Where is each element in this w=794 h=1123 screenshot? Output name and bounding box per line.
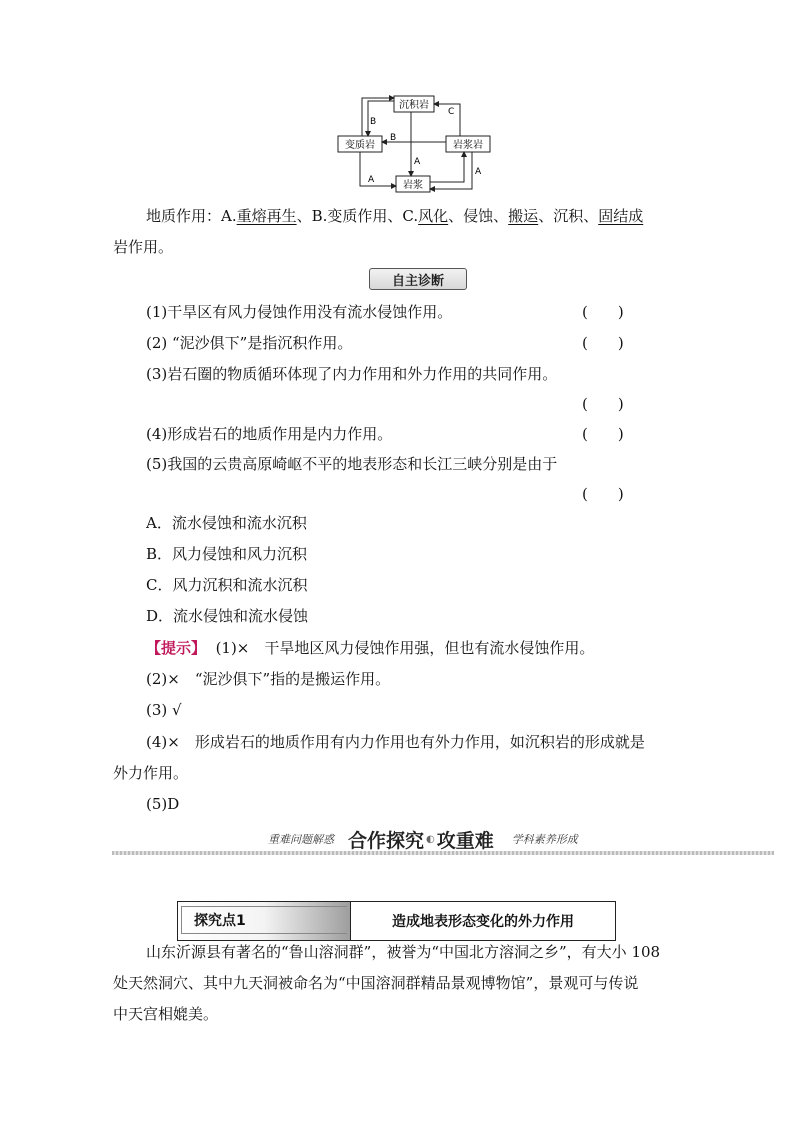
answer-bracket-5: ( ): [582, 485, 624, 503]
answer-bracket-2: ( ): [582, 334, 624, 352]
section-banner: [268, 826, 578, 852]
arrow-c: [434, 104, 460, 136]
banner-main-b: 攻重难: [436, 829, 494, 852]
explore-para-3: 中天宫相媲美。: [113, 1005, 219, 1023]
banner-right: 学科素养形成: [511, 833, 578, 846]
node-magma-label: 岩浆: [403, 180, 423, 191]
question-2: (2) “泥沙俱下”是指沉积作用。: [146, 334, 353, 352]
geology-remelt: 重熔再生: [236, 207, 297, 225]
arrow-label-a-bottom: A: [368, 175, 375, 185]
option-b: B．风力侵蚀和风力沉积: [146, 545, 308, 563]
geology-line-1: [146, 206, 643, 226]
self-check-badge: [369, 268, 467, 290]
arrow-label-a-right: A: [475, 167, 482, 177]
answer-bracket-4: ( ): [582, 425, 624, 443]
option-c: C．风力沉积和流水沉积: [146, 576, 308, 594]
explore-point-box: [177, 901, 616, 941]
arrow-magmatic-to-magma: [430, 152, 472, 189]
hint-line-1: [146, 638, 594, 658]
answer-bracket-3: ( ): [582, 395, 624, 413]
question-4: (4)形成岩石的地质作用是内力作用。: [146, 425, 393, 443]
hint-3: (3) √: [146, 701, 182, 719]
explore-para-2: 处天然洞穴、其中九天洞被命名为“中国溶洞群精品景观博物馆”，景观可与传说: [113, 974, 639, 992]
geology-consolidate: 固结成: [598, 207, 644, 225]
self-check-title: 自主诊断: [391, 273, 444, 289]
question-5: (5)我国的云贵高原崎岖不平的地表形态和长江三峡分别是由于: [146, 455, 558, 473]
question-3: (3)岩石圈的物质循环体现了内力作用和外力作用的共同作用。: [146, 365, 558, 383]
geology-weathering: 风化: [418, 207, 449, 225]
node-magmatic-label: 岩浆岩: [453, 140, 483, 151]
geology-after-remelt: 、B.变质作用、C.: [296, 207, 419, 225]
geology-erosion: 、侵蚀、: [448, 207, 509, 225]
arrow-magma-to-magmatic: [430, 152, 464, 182]
hint-1: (1)× 干旱地区风力侵蚀作用强，但也有流水侵蚀作用。: [215, 639, 595, 657]
geology-transport: 搬运: [508, 207, 539, 225]
banner-separator-icon: ◐: [426, 833, 435, 845]
arrow-label-b-left: B: [370, 117, 377, 127]
arrow-metamorphic-to-magma: [360, 152, 396, 186]
option-d: D．流水侵蚀和流水侵蚀: [146, 607, 309, 625]
banner-main-a: 合作探究: [348, 829, 425, 852]
explore-label-cell: [178, 902, 351, 940]
hint-5: (5)D: [146, 795, 180, 813]
explore-label-inner: [181, 906, 347, 934]
geology-line-2: 岩作用。: [113, 238, 174, 256]
hint-2: (2)× “泥沙俱下”指的是搬运作用。: [146, 670, 391, 688]
explore-para-1: 山东沂源县有著名的“鲁山溶洞群”，被誉为“中国北方溶洞之乡”，有大小 108: [146, 943, 661, 961]
answer-bracket-1: ( ): [582, 303, 624, 321]
explore-title: 造成地表形态变化的外力作用: [392, 914, 574, 930]
arrow-label-b-mid: B: [390, 133, 397, 143]
hint-4a: (4)× 形成岩石的地质作用有内力作用也有外力作用，如沉积岩的形成就是: [146, 733, 645, 751]
node-metamorphic-label: 变质岩: [345, 140, 375, 151]
arrow-label-a-center: A: [414, 157, 421, 167]
banner-divider: [112, 851, 774, 855]
rock-cycle-diagram: [330, 92, 500, 194]
question-1: (1)干旱区有风力侵蚀作用没有流水侵蚀作用。: [146, 303, 453, 321]
node-sediment-label: 沉积岩: [399, 100, 429, 111]
arrow-label-c: C: [448, 107, 455, 117]
hint-4b: 外力作用。: [113, 764, 189, 782]
arrow-metamorphic-to-sediment: [362, 98, 394, 136]
option-a: A．流水侵蚀和流水沉积: [146, 514, 307, 532]
banner-left: 重难问题解惑: [268, 833, 334, 846]
explore-label: 探究点1: [194, 913, 246, 929]
geology-deposit: 、沉积、: [538, 207, 599, 225]
hint-label: 【提示】: [146, 639, 207, 657]
geology-lead: 地质作用：A.: [146, 207, 237, 225]
